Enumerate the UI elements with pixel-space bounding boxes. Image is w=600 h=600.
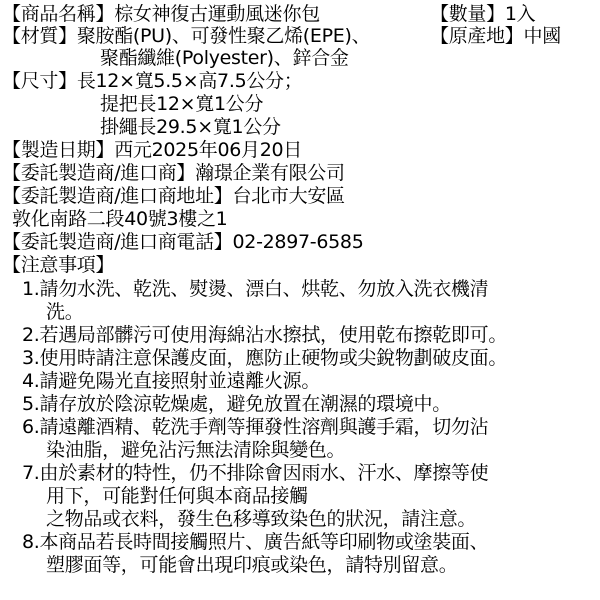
importer-address-row bbox=[2, 185, 345, 207]
size-line3: 掛繩長29.5×寬1公分 bbox=[100, 116, 281, 138]
note-line: 塑膠面等，可能會出現印痕或染色，請特別留意。 bbox=[46, 554, 458, 576]
material-row bbox=[2, 25, 370, 47]
note-line: 2.若遇局部髒污可使用海綿沾水擦拭，使用乾布擦乾即可。 bbox=[22, 324, 508, 346]
manufacture-date-value: 西元2025年06月20日 bbox=[114, 139, 303, 161]
quantity-label: 【數量】 bbox=[430, 3, 505, 25]
note-line: 7.由於素材的特性，仍不排除會因雨水、汗水、摩擦等使 bbox=[22, 462, 489, 484]
note-line: 洗。 bbox=[46, 301, 84, 323]
material-value-line2: 聚酯纖維(Polyester)、鋅合金 bbox=[100, 47, 349, 69]
note-line: 4.請避免陽光直接照射並遠離火源。 bbox=[22, 370, 321, 392]
importer-phone-value: 02-2897-6585 bbox=[232, 231, 364, 253]
importer-label: 【委託製造商/進口商】 bbox=[2, 162, 196, 184]
note-line: 之物品或衣料，發生色移導致染色的狀況，請注意。 bbox=[46, 508, 477, 530]
importer-value: 瀚璟企業有限公司 bbox=[195, 162, 345, 184]
size-label: 【尺寸】 bbox=[2, 70, 77, 92]
note-line: 1.請勿水洗、乾洗、熨燙、漂白、烘乾、勿放入洗衣機清 bbox=[22, 278, 489, 300]
product-name-row bbox=[2, 3, 320, 25]
size-line1: 長12×寬5.5×高7.5公分； bbox=[76, 70, 303, 92]
importer-address-value-line1: 台北市大安區 bbox=[232, 185, 345, 207]
material-value-line1: 聚胺酯(PU)、可發性聚乙烯(EPE)、 bbox=[76, 25, 371, 47]
quantity-row bbox=[430, 3, 535, 25]
material-label: 【材質】 bbox=[2, 25, 77, 47]
importer-phone-label: 【委託製造商/進口商電話】 bbox=[2, 231, 233, 253]
quantity-value: 1入 bbox=[504, 3, 536, 25]
note-line: 染油脂，避免沾污無法清除與變色。 bbox=[46, 439, 346, 461]
origin-label: 【原產地】 bbox=[430, 25, 524, 47]
size-line2: 提把長12×寬1公分 bbox=[100, 93, 264, 115]
manufacture-date-row bbox=[2, 139, 302, 161]
note-line: 3.使用時請注意保護皮面，應防止硬物或尖銳物劃破皮面。 bbox=[22, 347, 508, 369]
notes-heading: 【注意事項】 bbox=[2, 254, 115, 276]
importer-address-value-line2: 敦化南路二段40號3樓之1 bbox=[12, 208, 228, 230]
note-line: 8.本商品若長時間接觸照片、廣告紙等印刷物或塗裝面、 bbox=[22, 531, 489, 553]
product-name-value: 棕女神復古運動風迷你包 bbox=[114, 3, 320, 25]
importer-address-label: 【委託製造商/進口商地址】 bbox=[2, 185, 233, 207]
note-line: 6.請遠離酒精、乾洗手劑等揮發性溶劑與護手霜，切勿沾 bbox=[22, 416, 489, 438]
importer-row bbox=[2, 162, 345, 184]
origin-row bbox=[430, 25, 561, 47]
origin-value: 中國 bbox=[523, 25, 561, 47]
size-row bbox=[2, 70, 302, 92]
note-line: 5.請存放於陰涼乾燥處，避免放置在潮濕的環境中。 bbox=[22, 393, 451, 415]
manufacture-date-label: 【製造日期】 bbox=[2, 139, 115, 161]
product-name-label: 【商品名稱】 bbox=[2, 3, 115, 25]
note-line: 用下，可能對任何與本商品接觸 bbox=[46, 485, 308, 507]
importer-phone-row bbox=[2, 231, 364, 253]
